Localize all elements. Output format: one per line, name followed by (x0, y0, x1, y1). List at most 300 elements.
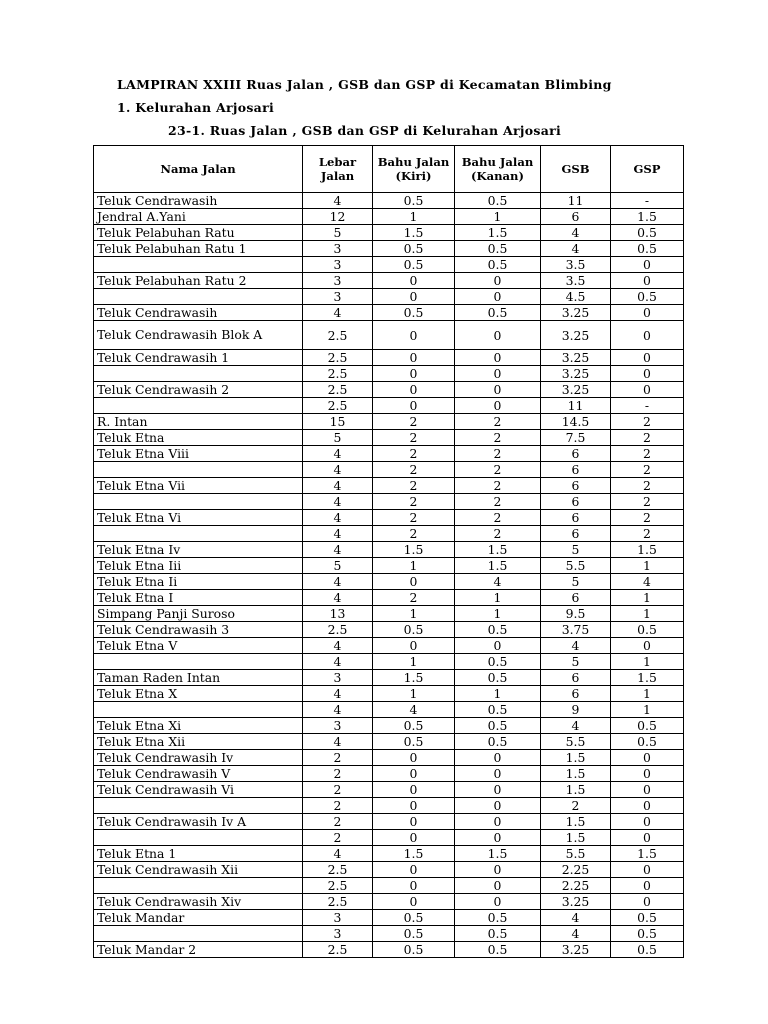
lebar-jalan-cell: 4 (303, 462, 373, 478)
bahu-kiri-cell: 1.5 (373, 542, 455, 558)
gsb-cell: 5.5 (541, 558, 611, 574)
table-row (94, 910, 684, 926)
lebar-jalan-cell: 2.5 (303, 398, 373, 414)
bahu-kanan-cell: 2 (455, 462, 541, 478)
table-row (94, 193, 684, 209)
gsp-cell: 0 (611, 382, 684, 398)
bahu-kanan-cell: 0.5 (455, 910, 541, 926)
lebar-jalan-cell: 2 (303, 766, 373, 782)
nama-jalan-cell: Teluk Etna Ii (94, 574, 303, 590)
bahu-kiri-cell: 0 (373, 398, 455, 414)
bahu-kanan-cell: 4 (455, 574, 541, 590)
gsb-cell: 6 (541, 494, 611, 510)
bahu-kiri-cell: 2 (373, 478, 455, 494)
nama-jalan-cell (94, 654, 303, 670)
lebar-jalan-cell: 4 (303, 305, 373, 321)
bahu-kanan-cell: 2 (455, 494, 541, 510)
gsb-cell: 9.5 (541, 606, 611, 622)
bahu-kiri-cell: 2 (373, 510, 455, 526)
bahu-kiri-cell: 0.5 (373, 257, 455, 273)
bahu-kiri-cell: 0 (373, 814, 455, 830)
table-row (94, 718, 684, 734)
bahu-kiri-cell: 4 (373, 702, 455, 718)
bahu-kanan-cell: 0.5 (455, 622, 541, 638)
gsp-cell: 1 (611, 606, 684, 622)
lebar-jalan-cell: 2 (303, 750, 373, 766)
bahu-kiri-cell: 0.5 (373, 241, 455, 257)
table-row (94, 894, 684, 910)
gsp-cell: 0.5 (611, 718, 684, 734)
nama-jalan-cell: Teluk Mandar (94, 910, 303, 926)
nama-jalan-cell (94, 462, 303, 478)
bahu-kiri-cell: 0 (373, 798, 455, 814)
nama-jalan-cell: Teluk Cendrawasih V (94, 766, 303, 782)
nama-jalan-cell (94, 926, 303, 942)
bahu-kiri-cell: 0 (373, 830, 455, 846)
lebar-jalan-cell: 2 (303, 830, 373, 846)
nama-jalan-cell: Teluk Cendrawasih Blok A (94, 321, 303, 350)
bahu-kiri-cell: 0 (373, 273, 455, 289)
gsb-cell: 3.25 (541, 366, 611, 382)
nama-jalan-cell: Teluk Etna Viii (94, 446, 303, 462)
gsb-cell: 4 (541, 241, 611, 257)
gsb-cell: 2.25 (541, 878, 611, 894)
bahu-kanan-cell: 0 (455, 273, 541, 289)
table-row (94, 606, 684, 622)
gsb-cell: 1.5 (541, 782, 611, 798)
gsb-cell: 3.25 (541, 894, 611, 910)
nama-jalan-cell: Teluk Etna Xii (94, 734, 303, 750)
gsp-cell: 0 (611, 273, 684, 289)
bahu-kiri-cell: 1.5 (373, 225, 455, 241)
table-row (94, 209, 684, 225)
table-row (94, 398, 684, 414)
gsp-cell: 0.5 (611, 289, 684, 305)
nama-jalan-cell: Taman Raden Intan (94, 670, 303, 686)
gsb-cell: 4 (541, 718, 611, 734)
bahu-kanan-cell: 0 (455, 878, 541, 894)
lebar-jalan-cell: 3 (303, 910, 373, 926)
gsp-cell: 0 (611, 766, 684, 782)
table-row (94, 734, 684, 750)
table-row (94, 542, 684, 558)
bahu-kanan-cell: 0 (455, 798, 541, 814)
bahu-kiri-cell: 1 (373, 606, 455, 622)
gsb-cell: 1.5 (541, 814, 611, 830)
gsp-cell: 1 (611, 590, 684, 606)
lebar-jalan-cell: 2 (303, 782, 373, 798)
bahu-kanan-cell: 0.5 (455, 305, 541, 321)
gsb-cell: 5 (541, 542, 611, 558)
lebar-jalan-cell: 4 (303, 478, 373, 494)
gsb-cell: 4.5 (541, 289, 611, 305)
table-row (94, 686, 684, 702)
road-table (93, 145, 684, 958)
table-row (94, 510, 684, 526)
gsb-cell: 2 (541, 798, 611, 814)
gsp-cell: 1.5 (611, 670, 684, 686)
lebar-jalan-cell: 3 (303, 273, 373, 289)
lebar-jalan-cell: 4 (303, 702, 373, 718)
table-row (94, 414, 684, 430)
gsp-cell: 1.5 (611, 542, 684, 558)
header-gsp: GSP (611, 146, 684, 193)
table-row (94, 350, 684, 366)
lebar-jalan-cell: 4 (303, 846, 373, 862)
lebar-jalan-cell: 12 (303, 209, 373, 225)
gsb-cell: 4 (541, 910, 611, 926)
gsp-cell: 0.5 (611, 622, 684, 638)
lebar-jalan-cell: 2.5 (303, 862, 373, 878)
table-row (94, 289, 684, 305)
bahu-kanan-cell: 0.5 (455, 734, 541, 750)
table-row (94, 830, 684, 846)
gsp-cell: 0 (611, 862, 684, 878)
bahu-kiri-cell: 0 (373, 366, 455, 382)
bahu-kanan-cell: 1.5 (455, 225, 541, 241)
bahu-kiri-cell: 0.5 (373, 942, 455, 958)
nama-jalan-cell (94, 366, 303, 382)
bahu-kanan-cell: 0 (455, 382, 541, 398)
table-row (94, 766, 684, 782)
nama-jalan-cell (94, 878, 303, 894)
table-row (94, 382, 684, 398)
bahu-kanan-cell: 0 (455, 862, 541, 878)
lebar-jalan-cell: 2.5 (303, 350, 373, 366)
lebar-jalan-cell: 4 (303, 654, 373, 670)
bahu-kanan-cell: 2 (455, 478, 541, 494)
lebar-jalan-cell: 3 (303, 289, 373, 305)
gsb-cell: 11 (541, 398, 611, 414)
gsp-cell: 2 (611, 510, 684, 526)
table-row (94, 590, 684, 606)
bahu-kanan-cell: 0 (455, 321, 541, 350)
bahu-kiri-cell: 0 (373, 782, 455, 798)
lebar-jalan-cell: 3 (303, 718, 373, 734)
bahu-kiri-cell: 0.5 (373, 193, 455, 209)
lebar-jalan-cell: 4 (303, 686, 373, 702)
gsb-cell: 3.5 (541, 257, 611, 273)
gsb-cell: 7.5 (541, 430, 611, 446)
nama-jalan-cell: Teluk Cendrawasih 2 (94, 382, 303, 398)
gsp-cell: 0 (611, 257, 684, 273)
lebar-jalan-cell: 2.5 (303, 878, 373, 894)
table-row (94, 638, 684, 654)
gsp-cell: 0.5 (611, 910, 684, 926)
lebar-jalan-cell: 4 (303, 574, 373, 590)
table-row (94, 241, 684, 257)
nama-jalan-cell: Teluk Pelabuhan Ratu 1 (94, 241, 303, 257)
gsb-cell: 5 (541, 654, 611, 670)
nama-jalan-cell: Teluk Etna X (94, 686, 303, 702)
bahu-kanan-cell: 0 (455, 398, 541, 414)
nama-jalan-cell: Teluk Etna I (94, 590, 303, 606)
gsp-cell: 0 (611, 894, 684, 910)
gsp-cell: 2 (611, 414, 684, 430)
gsp-cell: 0 (611, 750, 684, 766)
bahu-kiri-cell: 1 (373, 558, 455, 574)
bahu-kiri-cell: 2 (373, 526, 455, 542)
gsp-cell: 1 (611, 654, 684, 670)
table-row (94, 878, 684, 894)
bahu-kanan-cell: 2 (455, 526, 541, 542)
gsp-cell: 0 (611, 782, 684, 798)
table-row (94, 462, 684, 478)
gsb-cell: 6 (541, 478, 611, 494)
lebar-jalan-cell: 2.5 (303, 321, 373, 350)
bahu-kiri-cell: 2 (373, 414, 455, 430)
table-row (94, 430, 684, 446)
table-row (94, 942, 684, 958)
bahu-kiri-cell: 0 (373, 321, 455, 350)
lebar-jalan-cell: 15 (303, 414, 373, 430)
nama-jalan-cell (94, 830, 303, 846)
lebar-jalan-cell: 4 (303, 734, 373, 750)
bahu-kanan-cell: 0.5 (455, 670, 541, 686)
table-row (94, 862, 684, 878)
table-row (94, 321, 684, 350)
bahu-kanan-cell: 1.5 (455, 558, 541, 574)
lebar-jalan-cell: 2.5 (303, 942, 373, 958)
header-bahu-kiri: Bahu Jalan (Kiri) (373, 146, 455, 193)
nama-jalan-cell: Teluk Cendrawasih (94, 193, 303, 209)
gsb-cell: 3.75 (541, 622, 611, 638)
bahu-kiri-cell: 2 (373, 430, 455, 446)
lebar-jalan-cell: 2 (303, 798, 373, 814)
lebar-jalan-cell: 2.5 (303, 622, 373, 638)
bahu-kiri-cell: 2 (373, 462, 455, 478)
table-row (94, 574, 684, 590)
bahu-kiri-cell: 0 (373, 574, 455, 590)
gsb-cell: 6 (541, 209, 611, 225)
gsb-cell: 5.5 (541, 734, 611, 750)
table-row (94, 366, 684, 382)
bahu-kiri-cell: 1 (373, 686, 455, 702)
lebar-jalan-cell: 4 (303, 542, 373, 558)
table-row (94, 654, 684, 670)
nama-jalan-cell (94, 798, 303, 814)
bahu-kanan-cell: 0 (455, 750, 541, 766)
bahu-kiri-cell: 1 (373, 209, 455, 225)
gsp-cell: - (611, 193, 684, 209)
nama-jalan-cell: Teluk Cendrawasih Iv A (94, 814, 303, 830)
lebar-jalan-cell: 2.5 (303, 382, 373, 398)
table-row (94, 622, 684, 638)
gsp-cell: 1.5 (611, 209, 684, 225)
lebar-jalan-cell: 4 (303, 494, 373, 510)
bahu-kanan-cell: 0 (455, 289, 541, 305)
bahu-kanan-cell: 0 (455, 350, 541, 366)
table-row (94, 750, 684, 766)
bahu-kiri-cell: 0.5 (373, 622, 455, 638)
bahu-kanan-cell: 1 (455, 590, 541, 606)
bahu-kanan-cell: 0 (455, 766, 541, 782)
gsp-cell: 0 (611, 321, 684, 350)
nama-jalan-cell: Teluk Cendrawasih Vi (94, 782, 303, 798)
gsb-cell: 6 (541, 510, 611, 526)
nama-jalan-cell: Teluk Etna V (94, 638, 303, 654)
nama-jalan-cell (94, 398, 303, 414)
bahu-kiri-cell: 2 (373, 494, 455, 510)
table-header-row (94, 146, 684, 193)
lebar-jalan-cell: 2.5 (303, 366, 373, 382)
gsp-cell: 0.5 (611, 926, 684, 942)
gsb-cell: 6 (541, 686, 611, 702)
table-caption: 23-1. Ruas Jalan , GSB dan GSP di Kelurahan Arjosari (168, 123, 562, 138)
bahu-kiri-cell: 0 (373, 382, 455, 398)
lebar-jalan-cell: 5 (303, 558, 373, 574)
bahu-kanan-cell: 0.5 (455, 654, 541, 670)
bahu-kanan-cell: 2 (455, 446, 541, 462)
gsp-cell: 1 (611, 702, 684, 718)
bahu-kiri-cell: 0 (373, 750, 455, 766)
nama-jalan-cell: Teluk Cendrawasih 1 (94, 350, 303, 366)
gsb-cell: 3.25 (541, 942, 611, 958)
lebar-jalan-cell: 4 (303, 510, 373, 526)
gsb-cell: 3.25 (541, 321, 611, 350)
gsb-cell: 3.25 (541, 305, 611, 321)
section-subtitle: 1. Kelurahan Arjosari (117, 100, 275, 115)
table-row (94, 526, 684, 542)
table-row (94, 478, 684, 494)
bahu-kanan-cell: 2 (455, 510, 541, 526)
nama-jalan-cell (94, 289, 303, 305)
nama-jalan-cell: Teluk Cendrawasih Xiv (94, 894, 303, 910)
bahu-kanan-cell: 0 (455, 830, 541, 846)
gsp-cell: 0 (611, 878, 684, 894)
gsb-cell: 6 (541, 670, 611, 686)
gsp-cell: 0 (611, 350, 684, 366)
gsp-cell: 1 (611, 558, 684, 574)
table-row (94, 305, 684, 321)
nama-jalan-cell (94, 702, 303, 718)
table-row (94, 273, 684, 289)
bahu-kiri-cell: 0 (373, 638, 455, 654)
gsb-cell: 4 (541, 638, 611, 654)
nama-jalan-cell: Teluk Etna Vii (94, 478, 303, 494)
header-lebar-jalan: Lebar Jalan (303, 146, 373, 193)
bahu-kanan-cell: 0.5 (455, 702, 541, 718)
bahu-kanan-cell: 0.5 (455, 718, 541, 734)
bahu-kiri-cell: 0 (373, 894, 455, 910)
bahu-kanan-cell: 0 (455, 814, 541, 830)
bahu-kiri-cell: 2 (373, 446, 455, 462)
lebar-jalan-cell: 4 (303, 590, 373, 606)
gsb-cell: 6 (541, 590, 611, 606)
lebar-jalan-cell: 2.5 (303, 894, 373, 910)
table-row (94, 798, 684, 814)
nama-jalan-cell: Teluk Mandar 2 (94, 942, 303, 958)
nama-jalan-cell: Teluk Cendrawasih Iv (94, 750, 303, 766)
lebar-jalan-cell: 3 (303, 257, 373, 273)
gsp-cell: 0.5 (611, 942, 684, 958)
gsb-cell: 6 (541, 446, 611, 462)
nama-jalan-cell: Teluk Etna Xi (94, 718, 303, 734)
bahu-kiri-cell: 0.5 (373, 926, 455, 942)
bahu-kanan-cell: 0 (455, 366, 541, 382)
gsp-cell: 0.5 (611, 225, 684, 241)
gsp-cell: 2 (611, 462, 684, 478)
nama-jalan-cell: Teluk Etna Iv (94, 542, 303, 558)
bahu-kanan-cell: 1 (455, 686, 541, 702)
nama-jalan-cell: R. Intan (94, 414, 303, 430)
bahu-kanan-cell: 1 (455, 606, 541, 622)
bahu-kiri-cell: 0.5 (373, 910, 455, 926)
table-row (94, 225, 684, 241)
gsp-cell: 0 (611, 638, 684, 654)
gsb-cell: 1.5 (541, 830, 611, 846)
gsb-cell: 3.5 (541, 273, 611, 289)
bahu-kanan-cell: 0 (455, 782, 541, 798)
gsb-cell: 1.5 (541, 766, 611, 782)
gsp-cell: 2 (611, 430, 684, 446)
bahu-kiri-cell: 0 (373, 862, 455, 878)
gsb-cell: 9 (541, 702, 611, 718)
bahu-kiri-cell: 1 (373, 654, 455, 670)
bahu-kanan-cell: 2 (455, 430, 541, 446)
bahu-kanan-cell: 2 (455, 414, 541, 430)
bahu-kiri-cell: 0.5 (373, 734, 455, 750)
gsb-cell: 11 (541, 193, 611, 209)
bahu-kiri-cell: 1.5 (373, 846, 455, 862)
document-title: LAMPIRAN XXIII Ruas Jalan , GSB dan GSP di Kecamatan Blimbing (117, 77, 612, 92)
lebar-jalan-cell: 5 (303, 225, 373, 241)
bahu-kanan-cell: 1 (455, 209, 541, 225)
gsp-cell: 2 (611, 446, 684, 462)
gsp-cell: 0 (611, 798, 684, 814)
gsp-cell: 0 (611, 830, 684, 846)
header-gsb: GSB (541, 146, 611, 193)
gsp-cell: 1.5 (611, 846, 684, 862)
gsp-cell: 0.5 (611, 241, 684, 257)
gsb-cell: 2.25 (541, 862, 611, 878)
gsp-cell: 0.5 (611, 734, 684, 750)
lebar-jalan-cell: 13 (303, 606, 373, 622)
lebar-jalan-cell: 4 (303, 638, 373, 654)
nama-jalan-cell: Jendral A.Yani (94, 209, 303, 225)
bahu-kiri-cell: 2 (373, 590, 455, 606)
bahu-kiri-cell: 0.5 (373, 305, 455, 321)
gsp-cell: 2 (611, 494, 684, 510)
header-bahu-kanan: Bahu Jalan (Kanan) (455, 146, 541, 193)
bahu-kiri-cell: 0.5 (373, 718, 455, 734)
gsb-cell: 6 (541, 462, 611, 478)
lebar-jalan-cell: 5 (303, 430, 373, 446)
table-row (94, 814, 684, 830)
nama-jalan-cell (94, 494, 303, 510)
lebar-jalan-cell: 3 (303, 926, 373, 942)
table-body (94, 193, 684, 958)
nama-jalan-cell: Teluk Etna (94, 430, 303, 446)
gsp-cell: 2 (611, 526, 684, 542)
bahu-kanan-cell: 1.5 (455, 542, 541, 558)
lebar-jalan-cell: 3 (303, 241, 373, 257)
bahu-kanan-cell: 0 (455, 638, 541, 654)
gsp-cell: 1 (611, 686, 684, 702)
gsb-cell: 1.5 (541, 750, 611, 766)
table-row (94, 558, 684, 574)
nama-jalan-cell: Teluk Pelabuhan Ratu 2 (94, 273, 303, 289)
lebar-jalan-cell: 4 (303, 526, 373, 542)
table-row (94, 494, 684, 510)
nama-jalan-cell: Teluk Etna Iii (94, 558, 303, 574)
table-row (94, 702, 684, 718)
gsb-cell: 4 (541, 926, 611, 942)
gsp-cell: 0 (611, 814, 684, 830)
bahu-kiri-cell: 0 (373, 878, 455, 894)
gsp-cell: - (611, 398, 684, 414)
table-row (94, 446, 684, 462)
